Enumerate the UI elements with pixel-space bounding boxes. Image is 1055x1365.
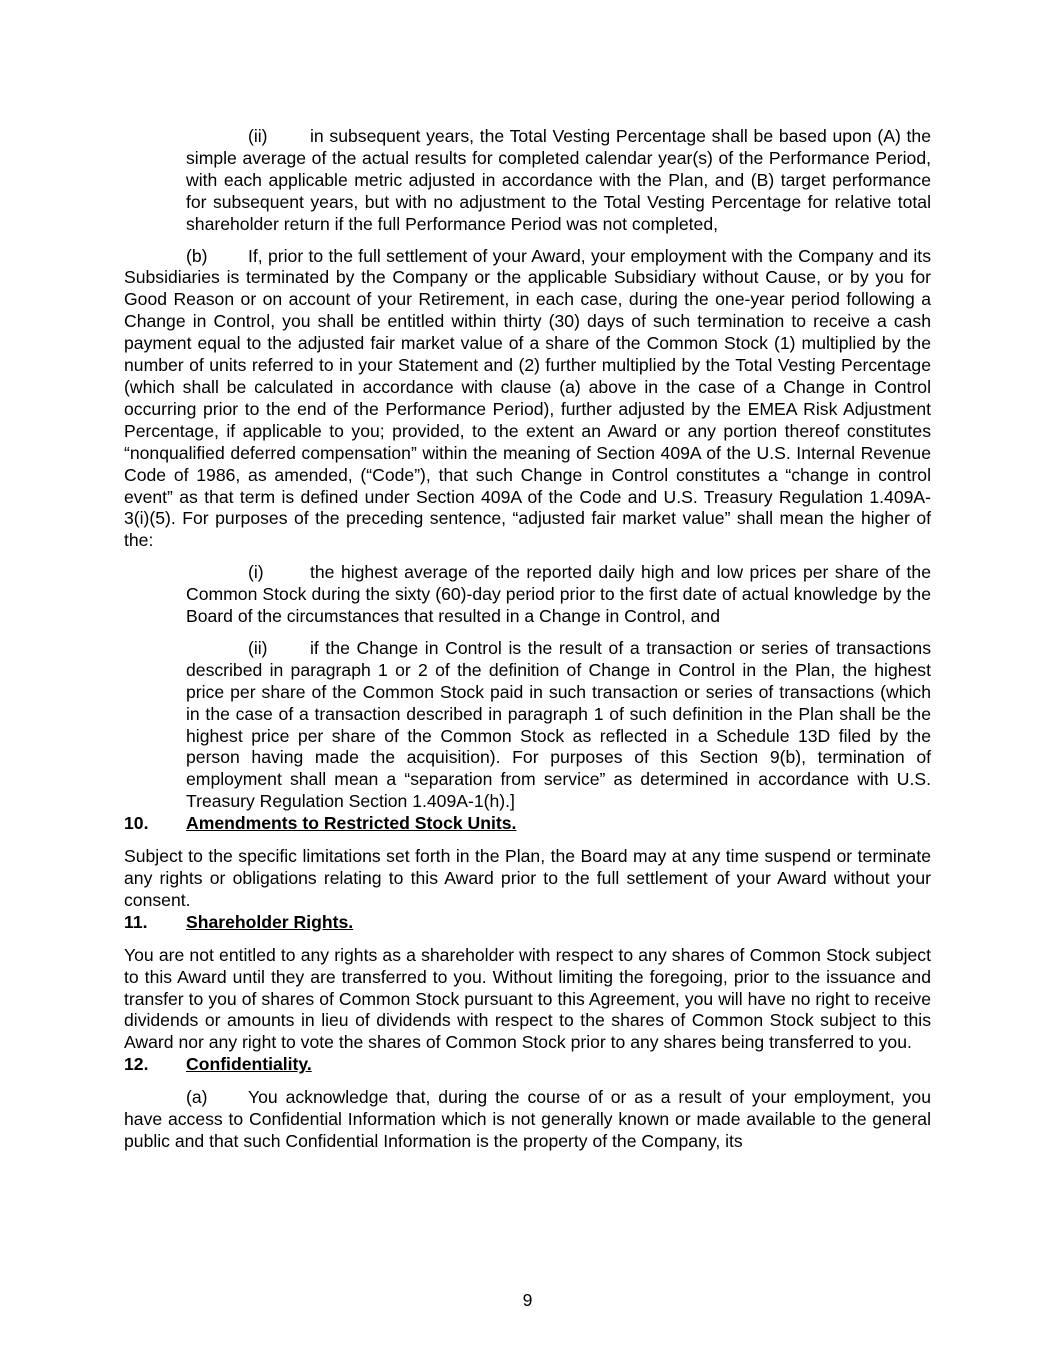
section-title: Shareholder Rights. — [186, 911, 354, 932]
clause-text: If, prior to the full settlement of your Award, your employment with the Company and its Subsidiaries is terminated by the Company or the applicable Subsidiary without Cause, or by you for Good Reason or on account of your Retirement, in each case, during the one-year period following a Change in Control, you shall be entitled within thirty (30) days of such termination to receive a cash payment equal to the adjusted fair market value of a share of the Common Stock (1) multiplied by the number of units referred to in your Statement and (2) further multiplied by the Total Vesting Percentage (which shall be calculated in accordance with clause (a) above in the case of a Change in Control occurring prior to the end of the Performance Period), further adjusted by the EMEA Risk Adjustment Percentage, if applicable to you; provided, to the extent an Award or any portion thereof constitutes “nonqualified deferred compensation” within the meaning of Section 409A of the U.S. Internal Revenue Code of 1986, as amended, (“Code”), that such Change in Control constitutes a “change in control event” as that term is defined under Section 409A of the Code and U.S. Treasury Regulation 1.409A-3(i)(5). For purposes of the preceding sentence, “adjusted fair market value” shall mean the higher of the: — [124, 245, 931, 551]
section-10-heading — [124, 813, 931, 835]
section-number: 12. — [124, 1054, 149, 1075]
document-page — [124, 126, 931, 1153]
section-title: Amendments to Restricted Stock Units. — [186, 813, 517, 834]
clause-label: (a) — [186, 1087, 208, 1108]
clause-9a-ii — [186, 126, 931, 236]
section-number: 11. — [124, 911, 148, 932]
section-number: 10. — [124, 813, 149, 834]
clause-9b-ii — [186, 638, 931, 813]
section-12-heading — [124, 1054, 931, 1076]
clause-9b-i — [186, 562, 931, 628]
section-11-body: You are not entitled to any rights as a shareholder with respect to any shares of Common Stock subject to this Award until they are transferred to you. Without limiting the foregoing, prior to the issuance and transfer to you of shares of Common Stock pursuant to this Agreement, you will have no right to receive dividends or amounts in lieu of dividends with respect to the shares of Common Stock subject to this Award nor any right to vote the shares of Common Stock prior to any shares being transferred to you. — [124, 944, 931, 1053]
clause-text: in subsequent years, the Total Vesting Percentage shall be based upon (A) the simple average of the actual results for completed calendar year(s) of the Performance Period, with each applicable metric adjusted in accordance with the Plan, and (B) target performance for subsequent years, but with no adjustment to the Total Vesting Percentage for relative total shareholder return if the full Performance Period was not completed, — [186, 126, 931, 234]
clause-label: (ii) — [248, 637, 268, 658]
clause-text: the highest average of the reported daily high and low prices per share of the Common Stock during the sixty (60)-day period prior to the first date of actual knowledge by the Board of the circumstances that resulted in a Change in Control, and — [186, 562, 931, 627]
clause-text: You acknowledge that, during the course of or as a result of your employment, you have access to Confidential Information which is not generally known or made available to the general public and that such Confidential Information is the property of the Company, its — [124, 1087, 931, 1151]
clause-label: (ii) — [248, 126, 268, 146]
section-title: Confidentiality. — [186, 1054, 312, 1075]
page-number: 9 — [522, 1290, 533, 1310]
section-11-heading — [124, 912, 931, 934]
clause-text: if the Change in Control is the result of a transaction or series of transactions described in paragraph 1 or 2 of the definition of Change in Control in the Plan, the highest price per share of the Common Stock paid in such transaction or series of transactions (which in the case of a transaction described in paragraph 1 of such definition in the Plan shall be the highest price per share of the Common Stock as reflected in a Schedule 13D filed by the person having made the acquisition). For purposes of this Section 9(b), termination of employment shall mean a “separation from service” as determined in accordance with U.S. Treasury Regulation Section 1.409A-1(h).] — [186, 637, 931, 812]
clause-label: (i) — [248, 562, 264, 583]
clause-label: (b) — [186, 245, 208, 266]
section-10-body: Subject to the specific limitations set forth in the Plan, the Board may at any time suspend or terminate any rights or obligations relating to this Award prior to the full settlement of your Award without your consent. — [124, 846, 931, 910]
clause-9b — [124, 246, 931, 553]
clause-12a — [124, 1087, 931, 1153]
